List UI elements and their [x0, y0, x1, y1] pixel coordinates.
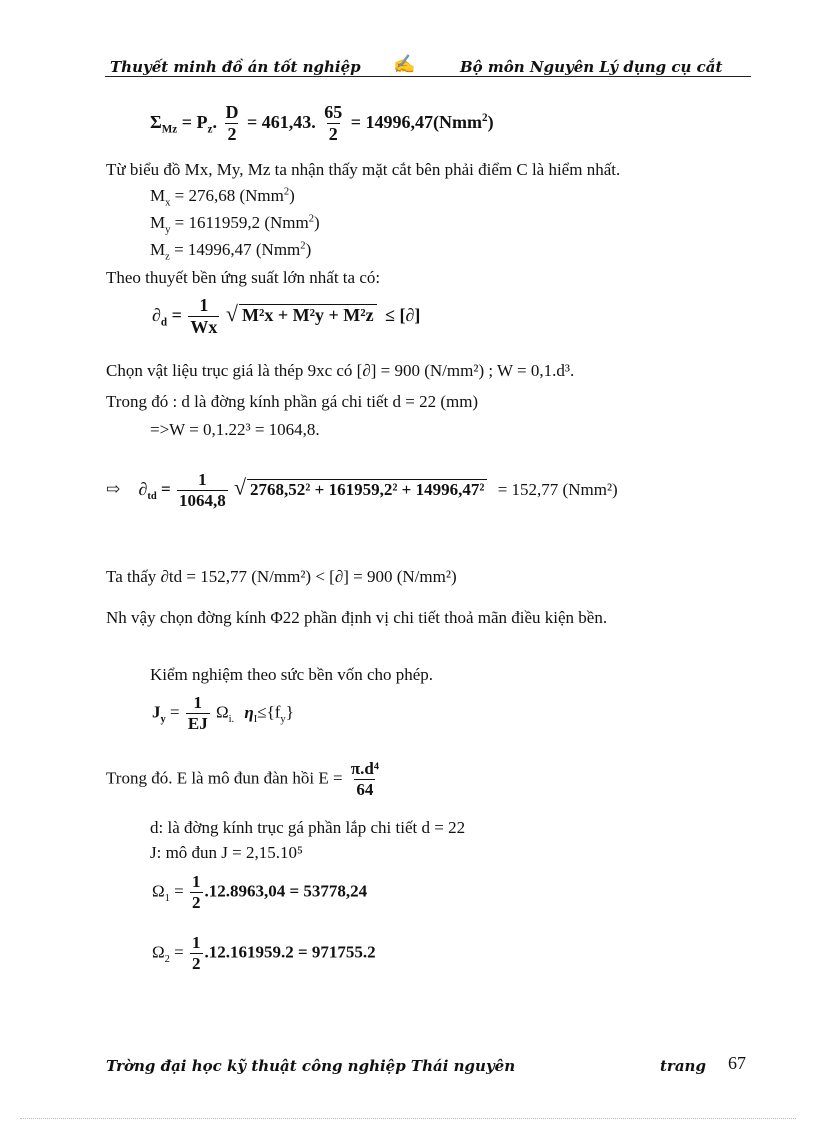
header-right: Bộ môn Nguyên Lý dụng cụ cắt: [460, 58, 723, 76]
page-bottom-border: [20, 1118, 796, 1119]
moment-y: $M_y = 1611959,2$ (Nmm$^2$): [150, 213, 320, 236]
paragraph-check: Kiểm nghiệm theo sức bền vốn cho phép.: [150, 665, 434, 684]
equation-mz: $\Sigma_{Mz} = P_z$. $\frac{D}{2}$ = 461,43. $\frac{65}{2}$ = 14996,47(Nmm$^2$): [150, 102, 494, 144]
book-ornament-icon: ✍: [393, 54, 416, 74]
equation-calc: ⇨ $\partial_{td}$ = $\frac{1}{1064,8}$ √ 2768,52² + 161959,2² + 14996,47² = 152,77 (Nmm²): [106, 470, 618, 510]
moment-x: $M_x = 276,68$ (Nmm$^2$): [150, 186, 295, 209]
paragraph-j: J: mô đun J = 2,15.10⁵: [150, 843, 303, 862]
paragraph-see: Ta thấy ∂td = 152,77 (N/mm²) < [∂] = 900 (N/mm²): [106, 567, 457, 586]
equation-omega-2: $\Omega_2$ = $\frac{1}{2}$ .12.161959.2 = 971755.2: [152, 933, 376, 973]
paragraph-theory: Theo thuyết bền ứng suất lớn nhất ta có:: [106, 268, 381, 287]
paragraph-d: d: là đờng kính trục gá phần lắp chi tiết d = 22: [150, 818, 466, 837]
equation-jy: $J_y$ = $\frac{1}{EJ}$ $\Omega_{i.}$ $\eta_I\le\{f_y\}$: [152, 693, 294, 733]
footer-left: Trờng đại học kỹ thuật công nghiệp Thái nguyên: [106, 1057, 516, 1075]
equation-stress: $\partial_d$ = $\frac{1}{Wx}$ √ M²x + M²y + M²z ≤ [∂]: [152, 295, 421, 337]
paragraph-diagram: Từ biểu đồ Mx, My, Mz ta nhận thấy mặt cắt bên phải điểm C là hiểm nhất.: [106, 160, 621, 179]
equation-omega-1: $\Omega_1$ = $\frac{1}{2}$ .12.8963,04 = 53778,24: [152, 872, 368, 912]
paragraph-material: Chọn vật liệu trục giá là thép 9xc có [∂] = 900 (N/mm²) ; W = 0,1.d³.: [106, 361, 575, 380]
paragraph-where: Trong đó : d là đờng kính phần gá chi tiết d = 22 (mm): [106, 392, 479, 411]
header-rule: [105, 76, 751, 77]
page-number: 67: [728, 1053, 746, 1073]
paragraph-conclude: Nh vậy chọn đờng kính Φ22 phần định vị chi tiết thoả mãn điều kiện bền.: [106, 608, 608, 627]
moment-z: $M_z = 14996,47$ (Nmm$^2$): [150, 240, 312, 263]
paragraph-e: Trong đó. E là mô đun đàn hồi E = $\frac{\text{π.d⁴}}{64}$: [106, 759, 379, 799]
header-left: Thuyết minh đồ án tốt nghiệp: [110, 58, 361, 76]
footer-page-label: trang: [660, 1057, 706, 1075]
paragraph-w: =>W = 0,1.22³ = 1064,8.: [150, 420, 320, 439]
arrow-icon: ⇨: [106, 479, 121, 499]
